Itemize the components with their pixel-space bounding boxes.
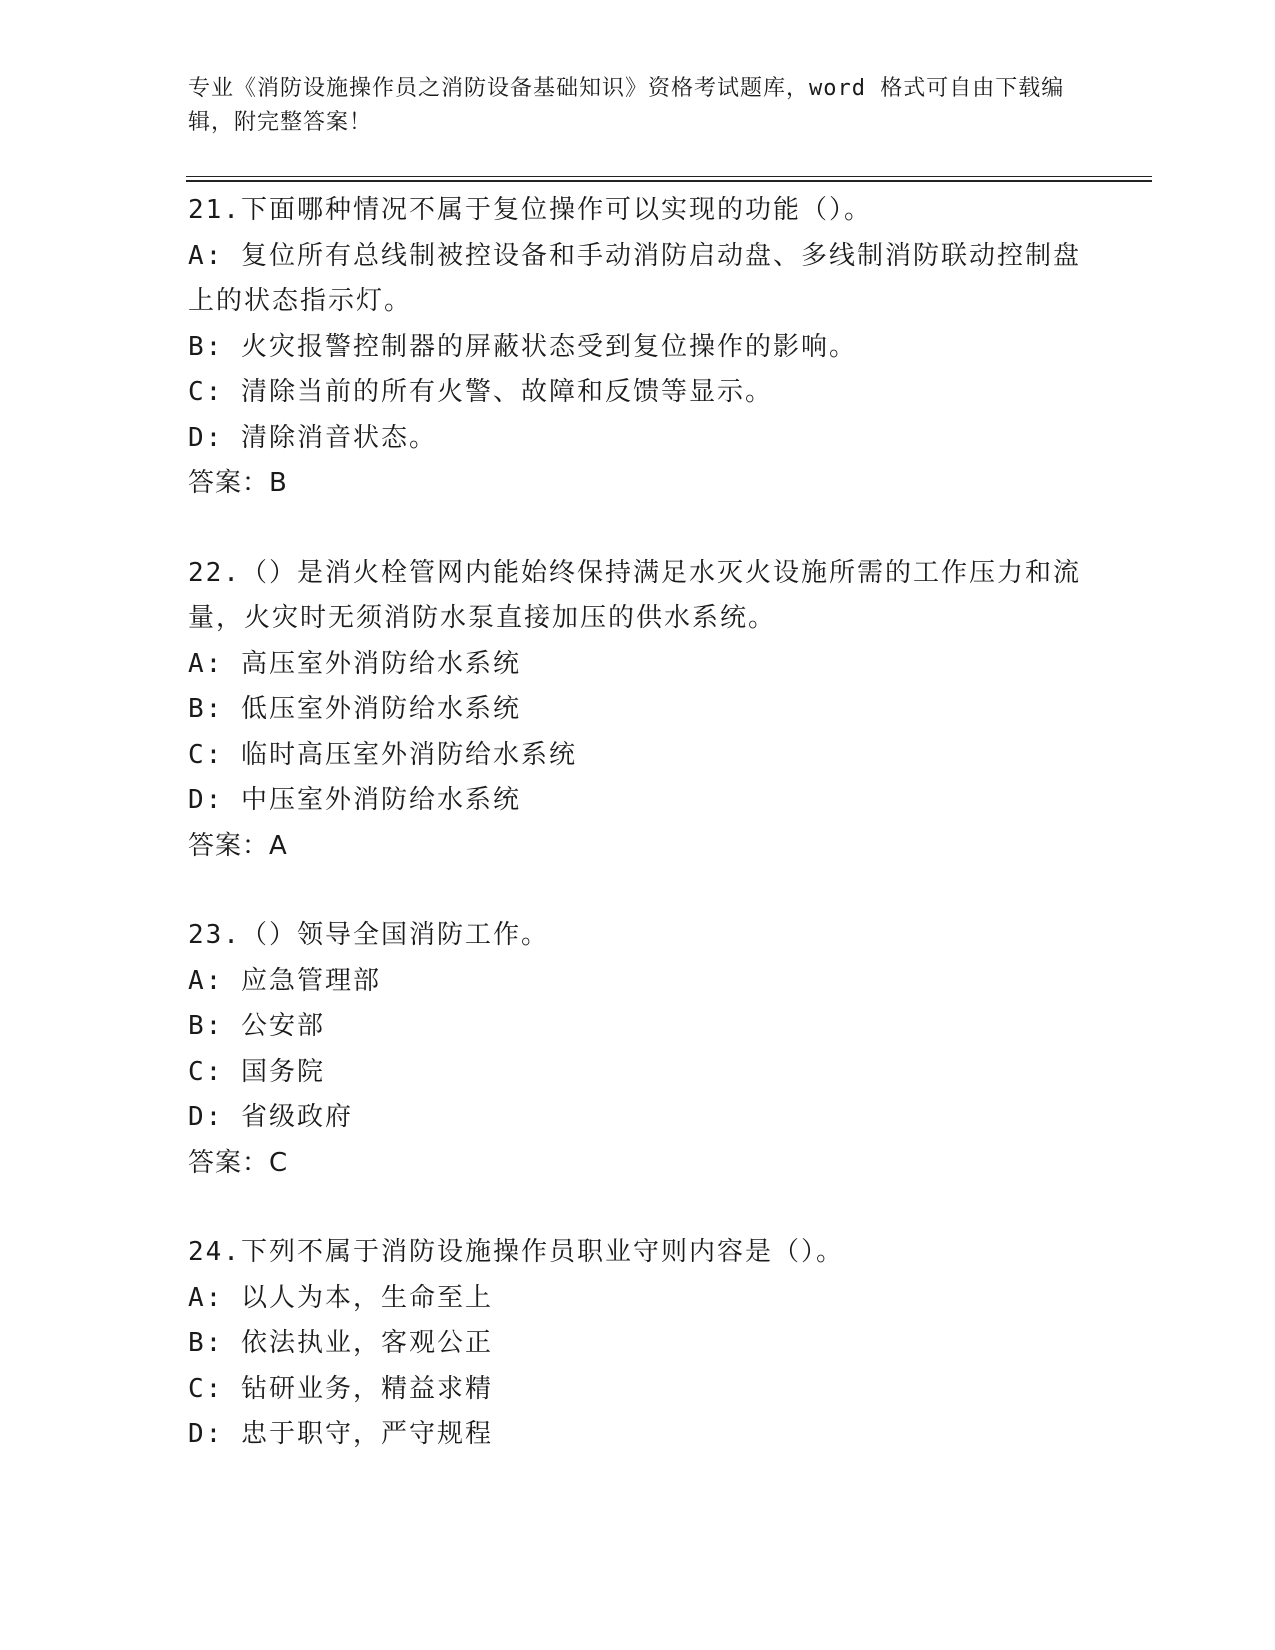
option-a: A: 复位所有总线制被控设备和手动消防启动盘、多线制消防联动控制盘上的状态指示灯。 [188,240,1081,316]
option-a: A: 应急管理部 [188,965,381,996]
question-stem: 21.下面哪种情况不属于复位操作可以实现的功能（）。 [188,195,872,225]
option-d: D: 忠于职守，严守规程 [188,1419,493,1449]
option-d: D: 清除消音状态。 [188,422,437,453]
option-c: C: 临时高压室外消防给水系统 [188,739,577,770]
question-23 [188,913,1088,1186]
option-c: C: 国务院 [188,1056,325,1087]
question-22 [188,551,1088,870]
option-c: C: 钻研业务，精益求精 [188,1373,493,1404]
option-c: C: 清除当前的所有火警、故障和反馈等显示。 [188,377,773,407]
question-stem: 24.下列不属于消防设施操作员职业守则内容是（）。 [188,1237,844,1267]
answer-label: 答案：A [188,830,288,861]
option-b: B: 低压室外消防给水系统 [188,694,521,724]
answer-label: 答案：B [188,468,288,498]
question-21 [188,188,1088,507]
header-rule-thin [186,176,1152,177]
question-24 [188,1230,1088,1458]
answer-label: 答案：C [188,1147,289,1178]
option-d: D: 省级政府 [188,1102,353,1132]
option-a: A: 高压室外消防给水系统 [188,648,521,679]
question-stem: 22.（）是消火栓管网内能始终保持满足水灭火设施所需的工作压力和流量，火灾时无须消防水泵直接加压的供水系统。 [188,557,1081,633]
question-list [188,188,1088,1458]
question-stem: 23.（）领导全国消防工作。 [188,920,549,950]
option-b: B: 公安部 [188,1011,325,1041]
document-header: 专业《消防设施操作员之消防设备基础知识》资格考试题库，word 格式可自由下载编辑，附完整答案！ [188,76,1065,135]
option-b: B: 火灾报警控制器的屏蔽状态受到复位操作的影响。 [188,331,857,362]
option-b: B: 依法执业，客观公正 [188,1328,493,1358]
option-d: D: 中压室外消防给水系统 [188,785,521,815]
header-rule-thick [186,180,1152,182]
option-a: A: 以人为本，生命至上 [188,1282,493,1313]
